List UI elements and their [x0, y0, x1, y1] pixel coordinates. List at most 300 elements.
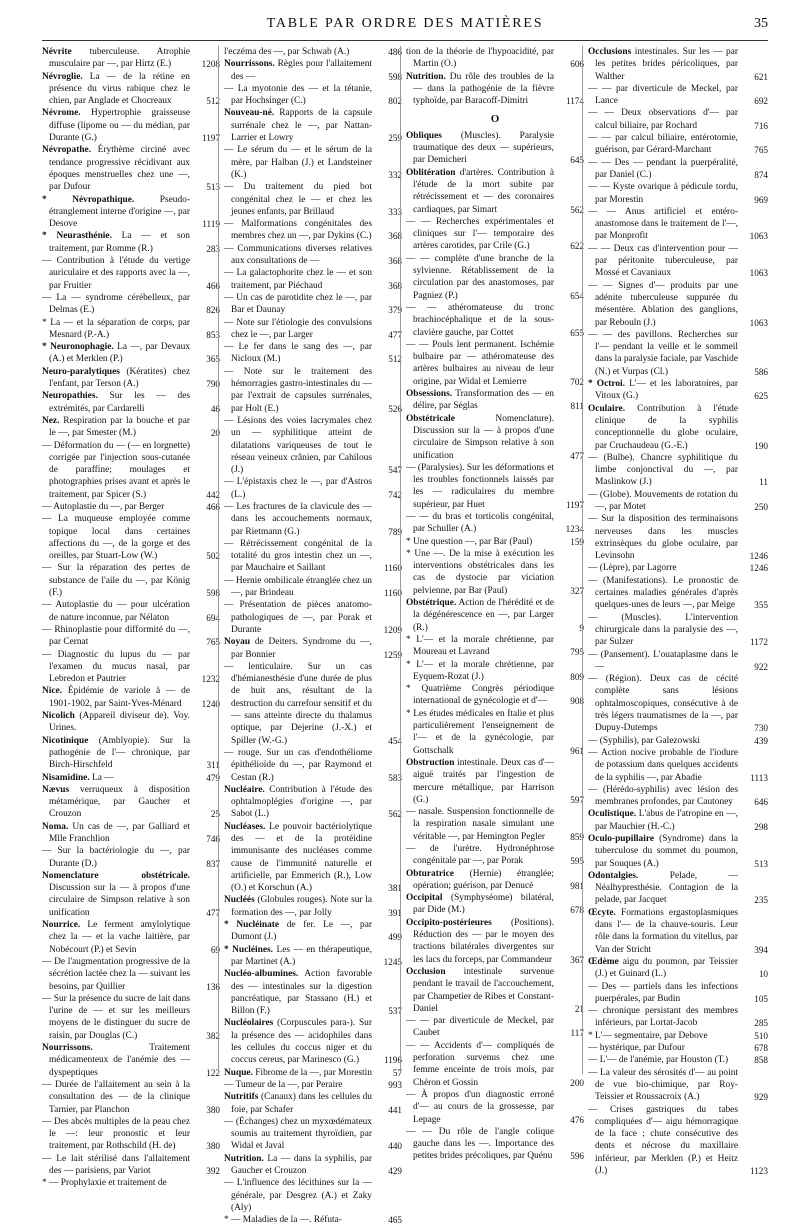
entry-headword: Oculo-pupillaire	[588, 834, 654, 844]
index-entry	[406, 683, 584, 708]
index-entry	[588, 83, 768, 108]
entry-text: — L'épistaxis chez le —, par d'Astros (L.)	[224, 477, 372, 500]
entry-page-ref: 200	[570, 1077, 584, 1088]
index-entry	[224, 107, 402, 144]
entry-headword: Névroglie.	[42, 71, 83, 82]
entry-headword: Nucléolaires	[224, 1018, 274, 1029]
entry-page-ref: 382	[206, 1030, 220, 1041]
entry-headword: Oblitération	[406, 167, 456, 178]
index-entry	[588, 280, 768, 329]
index-entry	[406, 413, 584, 462]
entry-headword: * Octroi.	[588, 379, 625, 390]
index-entry	[406, 548, 584, 597]
entry-headword: Nuque.	[224, 1067, 253, 1078]
entry-page-ref: 465	[388, 1215, 402, 1226]
entry-text: — (Manifestations). Le pronostic de certaines maladies générales d'après quelques-unes de leurs —, par Meige	[588, 575, 738, 611]
index-entry	[406, 339, 584, 388]
index-entry	[224, 317, 402, 342]
entry-headword: * Neurasthénie.	[42, 231, 112, 242]
index-entry	[42, 562, 220, 599]
entry-page-ref: 795	[570, 647, 584, 658]
entry-headword: Obsessions.	[406, 389, 453, 400]
index-entry	[224, 366, 402, 415]
entry-text: * La — et la séparation de corps, par Mesnard (P.-A.)	[42, 317, 190, 340]
entry-page-ref: 811	[570, 401, 584, 412]
entry-page-ref: 283	[206, 243, 220, 254]
entry-page-ref: 486	[388, 47, 402, 57]
entry-page-ref: 9	[579, 622, 584, 633]
entry-page-ref: 654	[570, 290, 584, 301]
entry-page-ref: 381	[388, 883, 402, 894]
entry-text: * — Maladies de la —. Réfuta-	[224, 1215, 342, 1226]
entry-text: — Les fractures de la clavicule des — dans les accouchements normaux, par Rietmann (G.)	[224, 501, 372, 537]
index-entry	[406, 1126, 584, 1163]
entry-page-ref: 622	[570, 241, 584, 252]
index-entry	[588, 784, 768, 809]
index-entry	[42, 735, 220, 772]
entry-page-ref: 235	[754, 895, 768, 906]
index-entry	[406, 253, 584, 302]
index-entry	[588, 870, 768, 907]
entry-page-ref: 765	[206, 637, 220, 648]
entry-text: Hypertrophie graisseuse diffuse (lipome ou — du médian, par Durante (G.)	[49, 108, 190, 144]
entry-text: — À propos d'un diagnostic erroné d'— au cours de la grossesse, par Lepage	[406, 1089, 554, 1125]
index-entry	[224, 218, 402, 243]
index-entry	[406, 1015, 584, 1040]
entry-text: La —	[89, 772, 114, 783]
entry-text: * L'— et la morale chrétienne, par Moureau et Lavrand	[406, 634, 554, 658]
entry-text: Le ferment amylolytique chez la — et la vache laitière, par Nobécourt (P.) et Sevin	[49, 920, 190, 955]
entry-text: — Diagnostic du lupus du — par l'examen du mucus nasal, par Lebredon et Pautrier	[42, 649, 190, 685]
entry-text: (Muscles). Paralysie traumatique des deux — supérieurs, par Demicheri	[413, 130, 554, 166]
entry-text: — — complète d'une branche de la sylvienne. Rétablissement de la circulation par des anastomoses, par Pagniez (P.)	[406, 253, 554, 301]
index-entry	[224, 292, 402, 317]
entry-page-ref: 477	[388, 329, 402, 340]
index-entry	[224, 1116, 402, 1153]
entry-text: — Rhinoplastie pour difformité du —, par Cernat	[42, 624, 190, 648]
entry-page-ref: 961	[570, 745, 584, 756]
entry-text: (Amblyopie). Sur la pathogénie de l'— chronique, par Birch-Hirschfeld	[49, 735, 190, 771]
index-entry	[588, 1030, 768, 1042]
entry-text: — (Échanges) chez un myxœdémateux soumis au traitement thyroïdien, par Widal et Javal	[224, 1116, 372, 1152]
entry-page-ref: 250	[754, 501, 768, 512]
entry-text: — (Syphilis), par Galezowski	[588, 735, 700, 746]
entry-text: — L'— de l'anémie, par Houston (T.)	[588, 1055, 729, 1066]
entry-headword: Nutrition.	[406, 71, 446, 82]
entry-text: — Sur la bactériologie du —, par Durante (D.)	[42, 846, 190, 869]
index-entry	[42, 255, 220, 292]
index-entry	[224, 58, 402, 83]
entry-text: — Un cas de parotidite chez le —, par Bar et Daunay	[224, 292, 372, 316]
entry-page-ref: 692	[754, 96, 768, 107]
index-entry	[406, 71, 584, 108]
entry-page-ref: 479	[206, 772, 220, 783]
entry-text: tion de la théorie de l'hypoacidité, par Martin (O.)	[406, 47, 554, 70]
entry-page-ref: 606	[570, 59, 584, 70]
index-entry	[588, 562, 768, 574]
entry-text: — — Accidents d'— compliqués de perforation survenus chez une femme enceinte de trois mois, par Chéron et Gossin	[406, 1040, 554, 1088]
entry-page-ref: 513	[206, 182, 220, 193]
entry-headword: Nucléés	[224, 895, 255, 906]
index-entry	[224, 1091, 402, 1116]
entry-text: — Autoplastie du — pour ulcération de nature inconnue, par Nélaton	[42, 600, 190, 623]
entry-text: — Déformation du — (— en lorgnette) corrigée par l'injection sous-cutanée de paraffine; moulages et photographies prises avant et après le traitement, par Spicer (S.)	[42, 440, 190, 500]
entry-text: — — Recherches expérimentales et cliniques sur l'— temporaire des artères carotides, par Crile (G.)	[406, 216, 554, 252]
entry-text: * Une —. De la mise à exécution les interventions obstétricales dans les cas de dystocie par viciation pelvienne, par Bar (Paul)	[406, 548, 554, 596]
entry-page-ref: 394	[754, 944, 768, 955]
entry-text: — hystérique, par Dufour	[588, 1043, 685, 1054]
entry-text: La — de la rétine en présence du virus rabique chez le chien, par Anglade et Chocreaux	[49, 71, 190, 107]
entry-text: — (Région). Deux cas de cécité complète sans lésions ophtalmoscopiques, consécutive à de très légers traumatismes de la —, par Dupuy-Dutemps	[588, 674, 738, 734]
index-entry	[406, 462, 584, 511]
entry-text: (Hernie) étranglée; opération; guérison, par Denucé	[413, 868, 554, 891]
index-entry	[42, 194, 220, 231]
entry-text: — — du bras et torticolis congénital, par Schuller (A.)	[406, 511, 554, 535]
entry-page-ref: 476	[570, 1114, 584, 1125]
entry-page-ref: 716	[754, 120, 768, 131]
entry-text: aigu du poumon, par Teissier (J.) et Guinard (L.)	[595, 956, 738, 980]
index-entry	[588, 1104, 768, 1178]
entry-text: La — dans la syphilis, par Gaucher et Crouzon	[231, 1153, 372, 1177]
entry-text: — Crises gastriques du tabes compliquées d'— aigu hémorragique de la face ; chute consécutive des dents et nécrose du maxillaire inférieur, par Merklen (P.) et Heitz (J.)	[588, 1104, 738, 1177]
entry-text: (Corpuscules para-). Sur la présence des — acidophiles dans les cellules du coccus niger et du coccus cereus, par Marinesco (G.)	[231, 1018, 372, 1066]
index-entry	[42, 1153, 220, 1178]
entry-text: tuberculeuse. Atrophie musculaire par —, par Hirtz (E.)	[49, 47, 190, 70]
entry-page-ref: 746	[206, 834, 220, 844]
entry-page-ref: 802	[388, 96, 402, 107]
entry-headword: Nucléo-albumines.	[224, 969, 299, 980]
entry-page-ref: 502	[206, 551, 220, 562]
index-entry	[406, 597, 584, 634]
entry-page-ref: 858	[754, 1055, 768, 1066]
entry-page-ref: 1259	[383, 649, 402, 660]
entry-page-ref: 596	[570, 1151, 584, 1162]
entry-page-ref: 583	[388, 772, 402, 783]
entry-headword: Neuropathies.	[42, 391, 98, 402]
entry-page-ref: 742	[388, 489, 402, 500]
entry-headword: Névrite	[42, 47, 72, 57]
entry-page-ref: 332	[388, 169, 402, 180]
entry-text: La — et son traitement, par Romme (R.)	[49, 231, 190, 254]
entry-page-ref: 392	[206, 1166, 220, 1177]
entry-text: — Hernie ombilicale étranglée chez un —, par Brindeau	[224, 575, 372, 599]
entry-page-ref: 1063	[749, 268, 768, 279]
entry-text: Pelade, — Néalhypresthésie. Contagion de la pelade, par Jacquet	[595, 870, 738, 906]
entry-page-ref: 439	[754, 735, 768, 746]
entry-text: Contribution à l'étude des ophtalmoplégies d'origine —, par Sabot (L.)	[231, 784, 372, 820]
entry-headword: Nævus	[42, 784, 70, 795]
entry-text: Pseudo-étranglement interne d'origine —, par Desove	[49, 194, 190, 230]
entry-text: — (Muscles). L'intervention chirurgicale dans la paralysie des —, par Sulzer	[588, 612, 738, 648]
entry-text: verruqueux à disposition métamérique, par Gaucher et Crouzon	[49, 784, 190, 820]
index-entry	[42, 993, 220, 1042]
index-entry	[588, 46, 768, 83]
entry-headword: Obturatrice	[406, 868, 454, 879]
entry-page-ref: 853	[206, 329, 220, 340]
entry-text: — L'influence des lécithines sur la — générale, par Desgrez (A.) et Zaky (Aly)	[224, 1178, 372, 1213]
entry-text: — — par diverticule de Meckel, par Lance	[588, 83, 738, 107]
entry-text: — (Lèpre), par Lagorre	[588, 563, 677, 574]
entry-page-ref: 1063	[749, 317, 768, 328]
entry-page-ref: 159	[570, 536, 584, 547]
entry-text: — Sur la réparation des pertes de substance de l'aile du —, par König (F.)	[42, 563, 190, 599]
entry-page-ref: 380	[206, 1104, 220, 1115]
index-entry	[224, 747, 402, 784]
entry-text: — Le lait stérilisé dans l'allaitement des — parisiens, par Variot	[42, 1153, 190, 1177]
index-entry	[42, 317, 220, 342]
entry-page-ref: 586	[754, 366, 768, 377]
index-entry	[224, 821, 402, 895]
entry-page-ref: 368	[388, 231, 402, 242]
entry-headword: Nourrissons.	[224, 59, 275, 70]
index-entry	[588, 378, 768, 403]
entry-headword: * Névropathique.	[42, 194, 135, 205]
index-entry	[588, 1067, 768, 1104]
entry-text: La —, par Devaux (A.) et Merklen (P.)	[49, 342, 191, 365]
entry-text: d'artères. Contribution à l'étude de la mort subite par rétrécissement et — des coronaires cardiaques, par Simart	[413, 167, 554, 215]
entry-headword: Occlusions	[588, 47, 632, 57]
entry-text: * Quatrième Congrès périodique international de gynécologie et d'—	[406, 684, 554, 707]
entry-text: (Symphyséome) bilatéral, par Dide (M.)	[413, 893, 554, 916]
index-entry	[224, 1153, 402, 1178]
entry-text: — Durée de l'allaitement au sein à la consultation des — de la clinique Tarnier, par Planchon	[42, 1079, 190, 1115]
page-number: 35	[754, 16, 768, 31]
entry-headword: Nouveau-né.	[224, 108, 275, 119]
entry-page-ref: 1196	[383, 1055, 402, 1066]
entry-text: Les — en thérapeutique, par Martinet (A.)	[231, 944, 372, 967]
entry-headword: Odontalgies.	[588, 870, 639, 881]
entry-page-ref: 969	[754, 194, 768, 205]
entry-page-ref: 510	[754, 1030, 768, 1041]
index-entry	[588, 489, 768, 514]
index-entry	[588, 747, 768, 784]
entry-text: — Lésions des voies lacrymales chez un — syphilitique atteint de dilatations variqueuses de tout le réseau veineux crânien, par Cahilous (J.)	[224, 415, 372, 476]
page-title: TABLE PAR ORDRE DES MATIÈRES	[266, 16, 544, 31]
entry-text: — Note sur l'étiologie des convulsions chez le —, par Larger	[224, 317, 372, 340]
entry-page-ref: 466	[206, 280, 220, 291]
index-entry	[406, 130, 584, 167]
entry-headword: Noma.	[42, 821, 69, 832]
index-entry	[42, 649, 220, 686]
index-entry	[406, 1089, 584, 1126]
index-entry	[224, 46, 402, 58]
entry-page-ref: 1119	[202, 219, 220, 230]
entry-headword: * Nucléines.	[224, 944, 274, 955]
entry-page-ref: 466	[206, 501, 220, 512]
index-entry	[588, 243, 768, 280]
index-entry	[42, 821, 220, 846]
entry-page-ref: 837	[206, 858, 220, 869]
index-entry	[42, 440, 220, 501]
entry-text: Nomenclature). Discussion sur la — à propos d'une circulaire de Simpson relative à son unification	[413, 413, 554, 461]
index-entry	[42, 366, 220, 391]
entry-page-ref: 20	[210, 428, 220, 439]
entry-page-ref: 1197	[565, 499, 584, 510]
entry-page-ref: 702	[570, 376, 584, 387]
index-entry	[588, 452, 768, 489]
entry-text: — — par calcul biliaire, entérotomie, guérison, par Gérard-Marchant	[588, 133, 738, 156]
column-divider	[582, 46, 583, 1074]
entry-text: — — Du rôle de l'angle colique gauche dans les —. Importance des petites brides précoliques, par Quénu	[406, 1126, 554, 1162]
entry-text: L'— et les laboratoires, par Vitoux (G.)	[595, 379, 738, 402]
entry-page-ref: 597	[570, 794, 584, 805]
section-letter: O	[490, 113, 500, 126]
entry-page-ref: 136	[206, 981, 220, 992]
entry-page-ref: 678	[754, 1043, 768, 1054]
entry-text: — de l'urètre. Hydronéphrose congénitale par —, par Porak	[406, 844, 554, 867]
entry-page-ref: 477	[570, 450, 584, 461]
entry-page-ref: 562	[388, 809, 402, 820]
entry-page-ref: 105	[754, 993, 768, 1004]
entry-page-ref: 429	[388, 1166, 402, 1177]
entry-text: (Globules rouges). Note sur la formation des —, par Jolly	[231, 895, 372, 918]
index-entry	[224, 1067, 402, 1079]
entry-headword: Obstétricale	[406, 413, 455, 424]
entry-page-ref: 1160	[383, 588, 402, 599]
entry-headword: * Neuronophagie.	[42, 342, 114, 353]
index-entry	[588, 833, 768, 870]
index-entry	[224, 1214, 402, 1226]
entry-headword: Occipital	[406, 893, 443, 904]
entry-page-ref: 190	[754, 440, 768, 451]
entry-text: — Sur la présence du sucre de lait dans l'urine de — et sur les meilleurs moyens de le distinguer du sucre de raisin, par Douglas (C.)	[42, 993, 190, 1041]
entry-text: Contribution à l'étude clinique de la syphilis conceptionnelle du globe oculaire, par Cruchaudeau (G.-E.)	[595, 403, 738, 451]
index-entry	[224, 243, 402, 268]
index-entry	[588, 1042, 768, 1054]
index-entry	[588, 107, 768, 132]
entry-headword: Occipito-postérieures	[406, 917, 492, 928]
index-entry	[42, 71, 220, 108]
entry-headword: Nicolich	[42, 711, 75, 722]
index-entry	[42, 710, 220, 735]
entry-text: — (Paralysies). Sur les déformations et les troubles fonctionnels laissés par les — radiculaires du membre supérieur, par Huet	[406, 462, 554, 510]
entry-text: — (Hérédo-syphilis) avec lésion des membranes profondes, par Cautoney	[588, 784, 738, 808]
entry-page-ref: 730	[754, 723, 768, 734]
entry-text: Érythème circiné avec tendance progressive récidivant aux époques menstruelles chez une —, par Dufour	[49, 145, 190, 193]
entry-page-ref: 380	[206, 1141, 220, 1152]
index-entry	[224, 575, 402, 600]
entry-page-ref: 1197	[201, 133, 220, 144]
entry-headword: * Nucléinate	[224, 920, 280, 931]
entry-page-ref: 694	[206, 612, 220, 623]
entry-text: — De l'augmentation progressive de la sécrétion lactée chez la — suivant les besoins, par Quillier	[42, 956, 190, 992]
entry-page-ref: 477	[206, 907, 220, 918]
entry-page-ref: 1245	[383, 956, 402, 967]
index-entry	[224, 919, 402, 944]
entry-headword: Nomenclature obstétricale.	[42, 870, 190, 881]
index-entry	[224, 1177, 402, 1214]
entry-page-ref: 11	[759, 477, 768, 488]
entry-text: — La — syndrome cérébelleux, par Delmas (E.)	[42, 292, 190, 316]
entry-headword: Nice.	[42, 686, 63, 697]
entry-headword: Névrome.	[42, 108, 81, 119]
entry-text: Un cas de —, par Galliard et Mlle Franchlion	[49, 821, 190, 844]
entry-text: (Positions). Réduction des — par le moyen des tractions bilatérales divergentes sur les lacs du forceps, par Commandeur	[413, 917, 554, 965]
entry-text: — Du traitement du pied bot congénital chez le — et chez les jeunes enfants, par Brillaud	[224, 182, 372, 217]
index-entry	[588, 735, 768, 747]
index-entry	[224, 181, 402, 218]
entry-headword: Nourrissons.	[42, 1043, 93, 1054]
index-entry	[42, 624, 220, 649]
entry-text: — Le sérum du — et le sérum de la mère, par Halban (J.) et Landsteiner (K.)	[224, 145, 372, 180]
entry-text: — Action nocive probable de l'iodure de potassium dans quelques accidents de la syphilis —, par Abadie	[588, 747, 738, 783]
entry-page-ref: 513	[754, 858, 768, 869]
entry-page-ref: 512	[388, 354, 402, 365]
index-entry	[42, 1116, 220, 1153]
entry-text: intestinale. Deux cas d'— aiguë traités par l'ingestion de mercure métallique, par Harrison (G.)	[413, 757, 554, 805]
entry-text: Fibrome de la —, par Morestin	[252, 1067, 372, 1078]
entry-text: Respiration par la bouche et par le —, par Smester (M.)	[49, 415, 190, 439]
index-entry	[224, 144, 402, 181]
entry-headword: Œdème	[588, 956, 619, 967]
index-entry	[42, 685, 220, 710]
entry-headword: Neuro-paralytiques	[42, 366, 120, 377]
entry-text: — Note sur le traitement des hémorragies gastro-intestinales du — par l'extrait de capsules surrénales, par Holt (E.)	[224, 366, 372, 414]
entry-page-ref: 1172	[749, 637, 768, 648]
index-entry	[588, 181, 768, 206]
index-entry	[42, 341, 220, 366]
entry-page-ref: 25	[210, 809, 220, 820]
index-entry	[406, 634, 584, 659]
entry-page-ref: 122	[206, 1067, 220, 1078]
entry-text: Transformation des — en délire, par Séglas	[413, 389, 554, 412]
entry-headword: Obstétrique.	[406, 598, 457, 609]
index-entry	[406, 917, 584, 966]
entry-headword: Oculistique.	[588, 809, 637, 820]
entry-text: — Communications diverses relatives aux consultations de —	[224, 243, 372, 267]
index-entry	[224, 784, 402, 821]
entry-page-ref: 441	[388, 1104, 402, 1115]
index-entry	[42, 599, 220, 624]
entry-page-ref: 499	[388, 932, 402, 943]
entry-text: Rapports de la capsule surrénale chez le —, par Nattan-Larrier et Lowry	[231, 108, 372, 144]
entry-text: — — par diverticule de Meckel, par Caubet	[406, 1016, 554, 1039]
entry-text: — (Globe). Mouvements de rotation du —, par Motet	[588, 489, 738, 512]
entry-headword: Nucléases.	[224, 821, 266, 832]
index-entry	[42, 1177, 220, 1189]
entry-page-ref: 789	[388, 526, 402, 537]
entry-headword: Nucléaire.	[224, 784, 265, 795]
index-entry	[42, 919, 220, 956]
entry-page-ref: 655	[570, 327, 584, 338]
index-entry	[588, 808, 768, 833]
index-entry	[588, 157, 768, 182]
entry-page-ref: 1123	[749, 1166, 768, 1177]
entry-page-ref: 440	[388, 1141, 402, 1152]
entry-headword: Occlusion	[406, 966, 446, 977]
entry-page-ref: 1209	[383, 624, 402, 635]
entry-text: (Kératites) chez l'enfant, par Terson (A.)	[49, 366, 190, 390]
index-entry	[406, 46, 584, 71]
entry-page-ref: 454	[388, 735, 402, 746]
entry-text: — — Anus artificiel et entéro-anastomose dans le traitement de l'—, par Monprofit	[588, 206, 738, 242]
column-divider	[400, 46, 401, 1074]
header-rule	[42, 40, 768, 41]
entry-page-ref: 1063	[749, 231, 768, 242]
column-divider	[218, 46, 219, 1074]
index-entry	[42, 513, 220, 562]
entry-text: — Des abcès multiples de la peau chez le —: leur pronostic et leur traitement, par Rothschild (H. de)	[42, 1116, 190, 1152]
entry-text: (Appareil diviseur de). Voy. Urines.	[49, 711, 190, 734]
entry-page-ref: 678	[570, 905, 584, 916]
entry-headword: Névropathe.	[42, 145, 92, 156]
entry-page-ref: 1246	[749, 551, 768, 562]
entry-page-ref: 547	[388, 465, 402, 476]
index-entry	[588, 673, 768, 734]
entry-page-ref: 1240	[201, 698, 220, 709]
entry-page-ref: 598	[206, 588, 220, 599]
index-column-3	[406, 46, 584, 1162]
